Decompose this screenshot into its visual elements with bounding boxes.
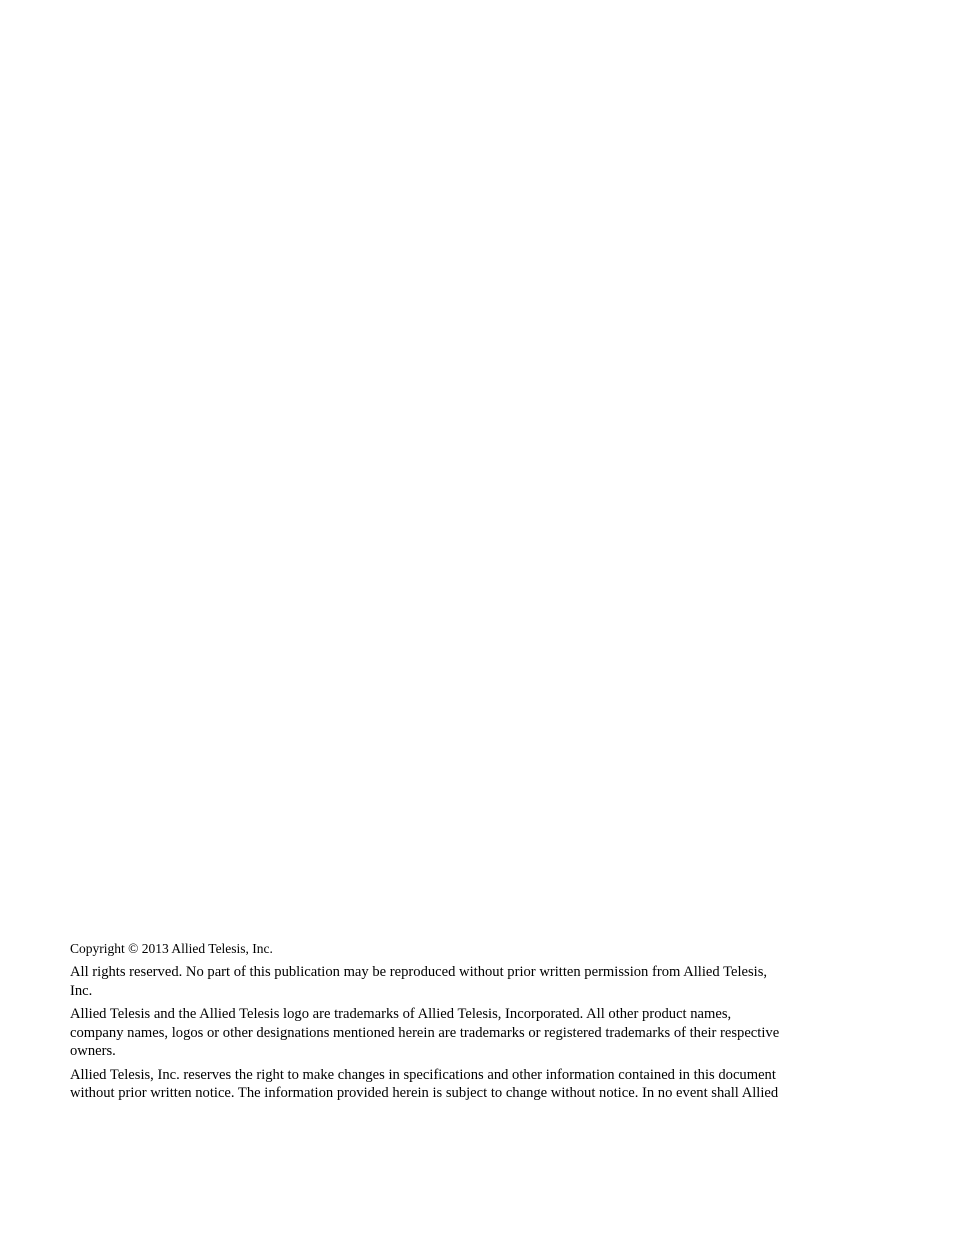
rights-reserved-paragraph xyxy=(70,963,840,1000)
trademark-paragraph xyxy=(70,1005,840,1061)
paragraph-line: owners. xyxy=(70,1043,116,1059)
paragraph-line: Allied Telesis, Inc. reserves the right to make changes in specifications and other information contained in this document xyxy=(70,1066,776,1083)
legal-notice xyxy=(70,940,840,1108)
paragraph-line: without prior written notice. The information provided herein is subject to change without notice. In no event shall Allied xyxy=(70,1085,779,1101)
paragraph-line: Allied Telesis and the Allied Telesis logo are trademarks of Allied Telesis, Incorporated. All other product names, xyxy=(70,1006,732,1022)
paragraph-line: company names, logos or other designations mentioned herein are trademarks or registered trademarks of their respective xyxy=(70,1024,780,1041)
paragraph-line: Inc. xyxy=(70,982,93,999)
paragraph-line: All rights reserved. No part of this publication may be reproduced without prior written permission from Allied Telesis, xyxy=(70,964,768,980)
disclaimer-paragraph xyxy=(70,1066,840,1103)
copyright-notice: Copyright © 2013 Allied Telesis, Inc. xyxy=(70,941,273,956)
